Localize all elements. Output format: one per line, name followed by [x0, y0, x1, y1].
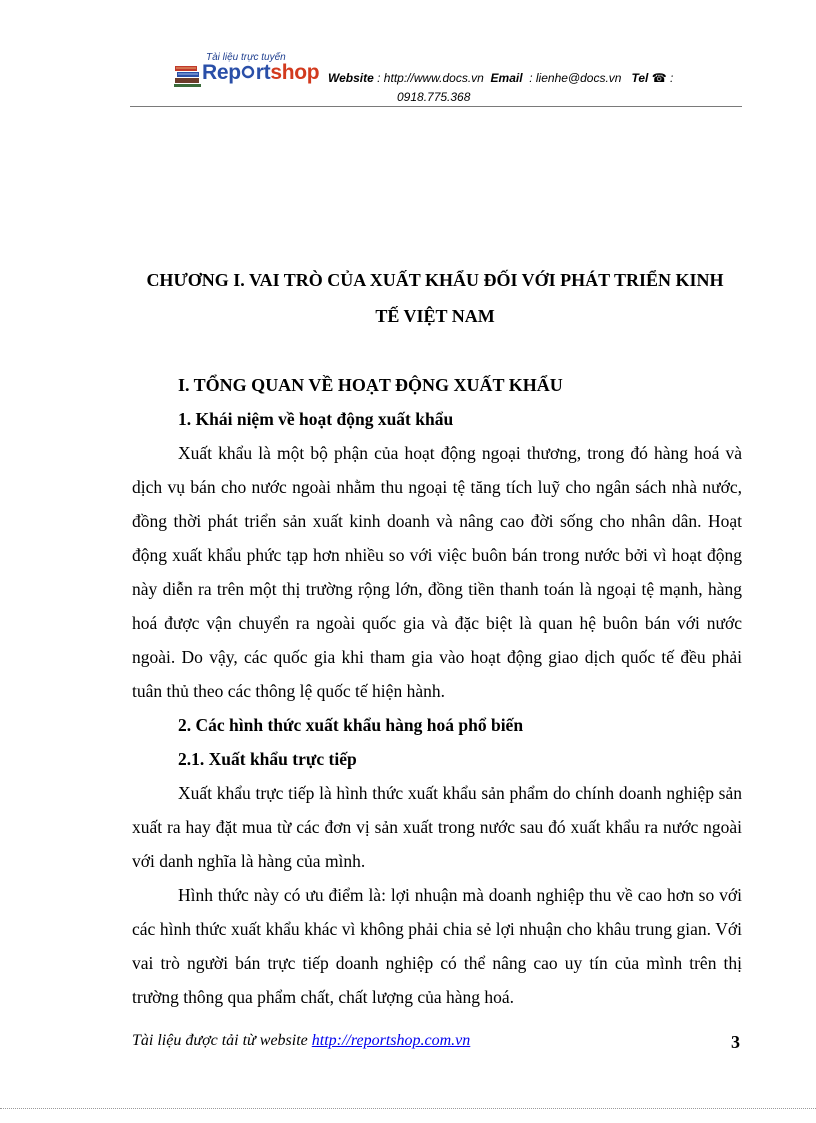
- section-heading: I. TỔNG QUAN VỀ HOẠT ĐỘNG XUẤT KHẨU: [178, 375, 563, 395]
- footer-link[interactable]: http://reportshop.com.vn: [311, 1032, 471, 1049]
- page-header: [170, 52, 745, 107]
- logo-word-rep: Rep: [202, 61, 241, 84]
- phone-number: 0918.775.368: [397, 90, 471, 104]
- website-value[interactable]: : http://www.docs.vn: [377, 71, 484, 85]
- paragraph: Xuất khẩu trực tiếp là hình thức xuất khẩu sản phẩm do chính doanh nghiệp sản xuất ra hay đặt mua từ các đơn vị sản xuất trong nước sau đó xuất khẩu ra nước ngoài với danh nghĩa là hàng của mình.: [132, 783, 742, 871]
- paragraph: Xuất khẩu là một bộ phận của hoạt động ngoại thương, trong đó hàng hoá và dịch vụ bán cho nước ngoài nhằm thu ngoại tệ tăng tích luỹ cho ngân sách nhà nước, đồng thời phát triển sản xuất kinh doanh và nâng cao đời sống cho nhân dân. Hoạt động xuất khẩu phức tạp hơn nhiều so với việc buôn bán trong nước bởi vì hoạt động này diễn ra trên một thị trường rộng lớn, đồng tiền thanh toán là ngoại tệ mạnh, hàng hoá được vận chuyển ra ngoài quốc gia và đặc biệt là quan hệ buôn bán với nước ngoài. Do vậy, các quốc gia khi tham gia vào hoạt động giao dịch quốc tế đều phải tuân thủ theo các thông lệ quốc tế hiện hành.: [132, 443, 742, 701]
- header-divider: [130, 106, 742, 107]
- subsection-heading: 1. Khái niệm về hoạt động xuất khẩu: [178, 409, 454, 429]
- chapter-title: [120, 262, 750, 334]
- email-label: Email: [490, 71, 523, 85]
- page-footer: [132, 1032, 744, 1056]
- page-number: 3: [731, 1032, 740, 1052]
- phone-icon: ☎: [651, 71, 667, 85]
- page-bottom-border: [0, 1108, 816, 1109]
- subsubsection-heading: 2.1. Xuất khẩu trực tiếp: [178, 749, 357, 769]
- footer-note: [132, 1032, 470, 1049]
- logo-wordmark: [202, 61, 319, 85]
- footer-note-text: Tài liệu được tải từ website: [132, 1032, 312, 1049]
- contact-line: [328, 71, 673, 85]
- email-value[interactable]: : lienhe@docs.vn: [529, 71, 622, 85]
- tel-colon: :: [670, 71, 674, 85]
- logo-tagline: Tài liệu trực tuyến: [206, 52, 286, 63]
- document-body: [132, 368, 742, 1014]
- logo-word-shop: shop: [270, 61, 320, 84]
- magnifier-o-icon: [241, 65, 256, 80]
- reportshop-logo: [170, 52, 330, 92]
- paragraph: Hình thức này có ưu điểm là: lợi nhuận mà doanh nghiệp thu về cao hơn so với các hình thức xuất khẩu khác vì không phải chia sẻ lợi nhuận cho khâu trung gian. Với vai trò người bán trực tiếp doanh nghiệp có thể nâng cao uy tín của mình trên thị trường thông qua phẩm chất, chất lượng của hàng hoá.: [132, 885, 742, 1007]
- logo-word-rt: rt: [255, 61, 271, 84]
- books-icon: [174, 62, 202, 88]
- chapter-title-line-1: CHƯƠNG I. VAI TRÒ CỦA XUẤT KHẨU ĐỐI VỚI PHÁT TRIỂN KINH: [146, 270, 724, 290]
- chapter-title-line-2: TẾ VIỆT NAM: [375, 306, 495, 326]
- website-label: Website: [328, 71, 374, 85]
- subsection-heading: 2. Các hình thức xuất khẩu hàng hoá phổ biến: [178, 715, 524, 735]
- tel-label: Tel: [631, 71, 649, 85]
